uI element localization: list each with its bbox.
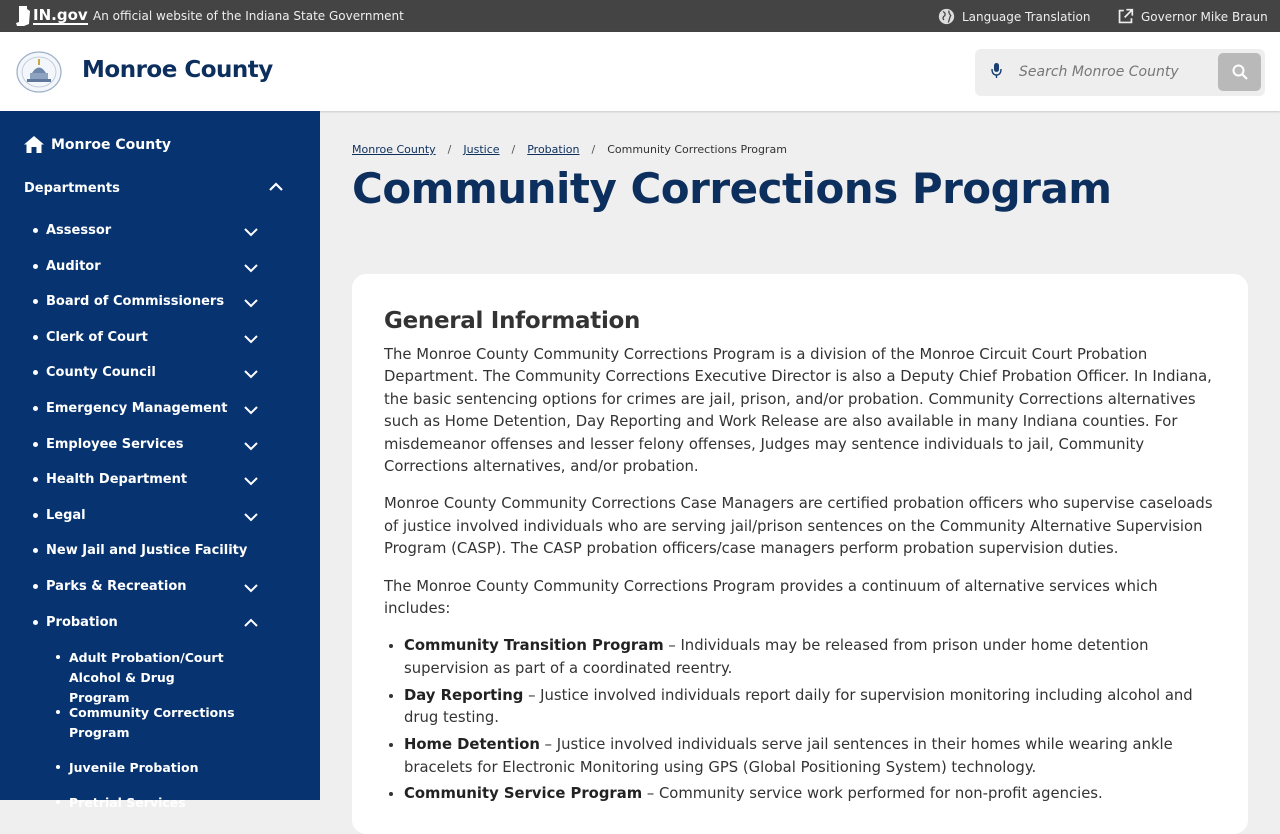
sidebar-subitem-label: Pretrial Services xyxy=(69,795,186,810)
sidebar-item-assessor[interactable] xyxy=(0,222,320,252)
sidebar-item-auditor[interactable] xyxy=(0,258,320,288)
list-item-description: – Justice involved individuals serve jail sentences in their homes while wearing ankle bracelets for Electronic Monitoring using GPS (Global Positioning System) technology. xyxy=(404,736,1173,776)
paragraph: The Monroe County Community Corrections Program is a division of the Monroe Circuit Court Probation Department. The Community Corrections Executive Director is also a Deputy Chief Probation Officer. In Indiana, the basic sentencing options for crimes are jail, prison, and/or probation. Community Corrections alternatives such as Home Detention, Day Reporting and Work Release are also available in many Indiana counties. For misdemeanor offenses and lesser felony offenses, Judges may sentence individuals to jail, Community Corrections alternatives, and/or probation. xyxy=(384,346,1212,476)
sidebar-item-label: Health Department xyxy=(46,472,188,487)
sidebar-item-parks-and-recreation[interactable] xyxy=(0,578,320,608)
paragraph: Monroe County Community Corrections Case Managers are certified probation officers who supervise caseloads of justice involved individuals who are serving jail/prison sentences on the Community Alternative Supervision Program (CASP). The CASP probation officers/case managers perform probation supervision duties. xyxy=(384,495,1213,558)
list-item xyxy=(404,685,1216,730)
chevron-down-icon[interactable] xyxy=(244,261,258,273)
breadcrumb xyxy=(352,143,787,156)
bullet xyxy=(56,765,60,769)
list-item-description: – Individuals may be released from prison under home detention supervision as part of a coordinated reentry. xyxy=(404,637,1149,677)
bullet xyxy=(33,620,38,625)
sidebar-subitem-pretrial-services[interactable] xyxy=(0,793,320,815)
breadcrumb-separator: / xyxy=(511,143,516,156)
bullet xyxy=(33,584,38,589)
external-link-icon xyxy=(1117,8,1134,25)
sidebar-departments-toggle[interactable]: Departments xyxy=(24,181,120,196)
sidebar-subitem-label: Community Corrections Program xyxy=(69,705,235,740)
sidebar-item-label: Assessor xyxy=(46,223,112,238)
chevron-down-icon[interactable] xyxy=(244,296,258,308)
county-seal-logo[interactable] xyxy=(16,51,62,93)
breadcrumb-separator: / xyxy=(447,143,452,156)
bullet xyxy=(33,442,38,447)
sidebar-nav xyxy=(0,111,320,810)
bullet xyxy=(56,800,60,804)
list-item-description: – Justice involved individuals report daily for supervision monitoring including alcohol and drug testing. xyxy=(404,686,1193,727)
sidebar-item-label: Emergency Management xyxy=(46,401,228,416)
sidebar-item-county-council[interactable] xyxy=(0,364,320,394)
chevron-down-icon[interactable] xyxy=(244,581,258,593)
sidebar-item-label: County Council xyxy=(46,365,156,380)
breadcrumb-link-monroe-county[interactable]: Monroe County xyxy=(352,143,436,156)
chevron-up-icon[interactable] xyxy=(244,617,258,629)
chevron-down-icon[interactable] xyxy=(244,403,258,415)
sidebar-item-emergency-management[interactable] xyxy=(0,400,320,430)
list-item-term: Community Transition Program xyxy=(404,637,664,655)
breadcrumb-link-justice[interactable]: Justice xyxy=(463,143,500,156)
county-name-title[interactable]: Monroe County xyxy=(82,57,273,83)
breadcrumb-separator: / xyxy=(591,143,596,156)
bullet xyxy=(33,513,38,518)
language-translation-link[interactable] xyxy=(938,8,1090,25)
sidebar-item-label: Clerk of Court xyxy=(46,330,148,345)
sidebar-item-board-of-commissioners[interactable] xyxy=(0,293,320,323)
sidebar-item-probation[interactable] xyxy=(0,614,320,644)
list-item xyxy=(404,635,1216,680)
site-search xyxy=(975,49,1265,96)
bullet xyxy=(33,548,38,553)
bullet xyxy=(33,477,38,482)
list-item xyxy=(404,783,1216,805)
sidebar-item-label: Parks & Recreation xyxy=(46,579,187,594)
indiana-state-icon xyxy=(16,6,30,26)
bullet xyxy=(56,655,60,659)
ingov-logo[interactable] xyxy=(16,6,88,26)
official-website-text: An official website of the Indiana State Government xyxy=(93,9,404,23)
bullet xyxy=(56,710,60,714)
list-item-description: – Community service work performed for non-profit agencies. xyxy=(642,785,1103,803)
ingov-logo-text: IN.gov xyxy=(33,5,88,24)
globe-icon xyxy=(938,8,955,25)
home-icon xyxy=(24,136,44,153)
language-translation-label: Language Translation xyxy=(962,9,1091,24)
sidebar-item-label: New Jail and Justice Facility xyxy=(46,543,248,558)
bullet xyxy=(33,335,38,340)
sidebar-subitem-juvenile-probation[interactable] xyxy=(0,758,320,780)
sidebar-item-legal[interactable] xyxy=(0,507,320,537)
chevron-up-icon[interactable] xyxy=(268,181,284,193)
bullet xyxy=(33,264,38,269)
chevron-down-icon[interactable] xyxy=(244,332,258,344)
sidebar-item-health-department[interactable] xyxy=(0,471,320,501)
search-input[interactable] xyxy=(1019,59,1199,85)
search-icon xyxy=(1232,64,1248,80)
breadcrumb-link-probation[interactable]: Probation xyxy=(527,143,580,156)
sidebar-item-label: Probation xyxy=(46,615,118,630)
sidebar-item-label: Auditor xyxy=(46,259,101,274)
bullet xyxy=(33,370,38,375)
list-item xyxy=(404,734,1216,779)
chevron-down-icon[interactable] xyxy=(244,367,258,379)
sidebar-item-clerk-of-court[interactable] xyxy=(0,329,320,359)
sidebar-subitem-label: Juvenile Probation xyxy=(69,760,199,775)
chevron-down-icon[interactable] xyxy=(244,474,258,486)
sidebar-subitem-adult-probation[interactable] xyxy=(0,648,320,705)
chevron-down-icon[interactable] xyxy=(244,439,258,451)
bullet xyxy=(33,299,38,304)
content-card xyxy=(352,274,1248,834)
page-title: Community Corrections Program xyxy=(352,164,1112,213)
site-header xyxy=(0,32,1280,111)
sidebar-subitem-community-corrections-program[interactable] xyxy=(0,703,320,743)
sidebar-subitem-label: Adult Probation/Court Alcohol & Drug Program xyxy=(69,650,224,705)
bullet xyxy=(33,406,38,411)
sidebar-home-link[interactable] xyxy=(24,136,171,153)
sidebar-item-employee-services[interactable] xyxy=(0,436,320,466)
chevron-down-icon[interactable] xyxy=(244,510,258,522)
state-top-bar xyxy=(0,0,1280,32)
list-item-term: Home Detention xyxy=(404,736,540,754)
content-body xyxy=(384,308,1216,810)
search-button[interactable] xyxy=(1218,53,1261,91)
chevron-down-icon[interactable] xyxy=(244,225,258,237)
section-heading: General Information xyxy=(384,308,641,334)
services-list xyxy=(404,635,1216,805)
governor-link[interactable] xyxy=(1117,8,1268,25)
sidebar-home-label: Monroe County xyxy=(51,136,172,153)
sidebar-item-label: Board of Commissioners xyxy=(46,294,225,309)
governor-label: Governor Mike Braun xyxy=(1141,9,1268,24)
paragraph: The Monroe County Community Corrections Program provides a continuum of alternative services which includes: xyxy=(384,577,1158,618)
list-item-term: Day Reporting xyxy=(404,686,524,704)
sidebar-item-label: Legal xyxy=(46,508,86,523)
list-item-term: Community Service Program xyxy=(404,785,643,803)
sidebar-item-new-jail-and-justice-facility[interactable] xyxy=(0,542,320,572)
bullet xyxy=(33,228,38,233)
microphone-icon[interactable] xyxy=(991,63,1002,79)
breadcrumb-current: Community Corrections Program xyxy=(607,143,787,156)
sidebar-item-label: Employee Services xyxy=(46,437,184,452)
